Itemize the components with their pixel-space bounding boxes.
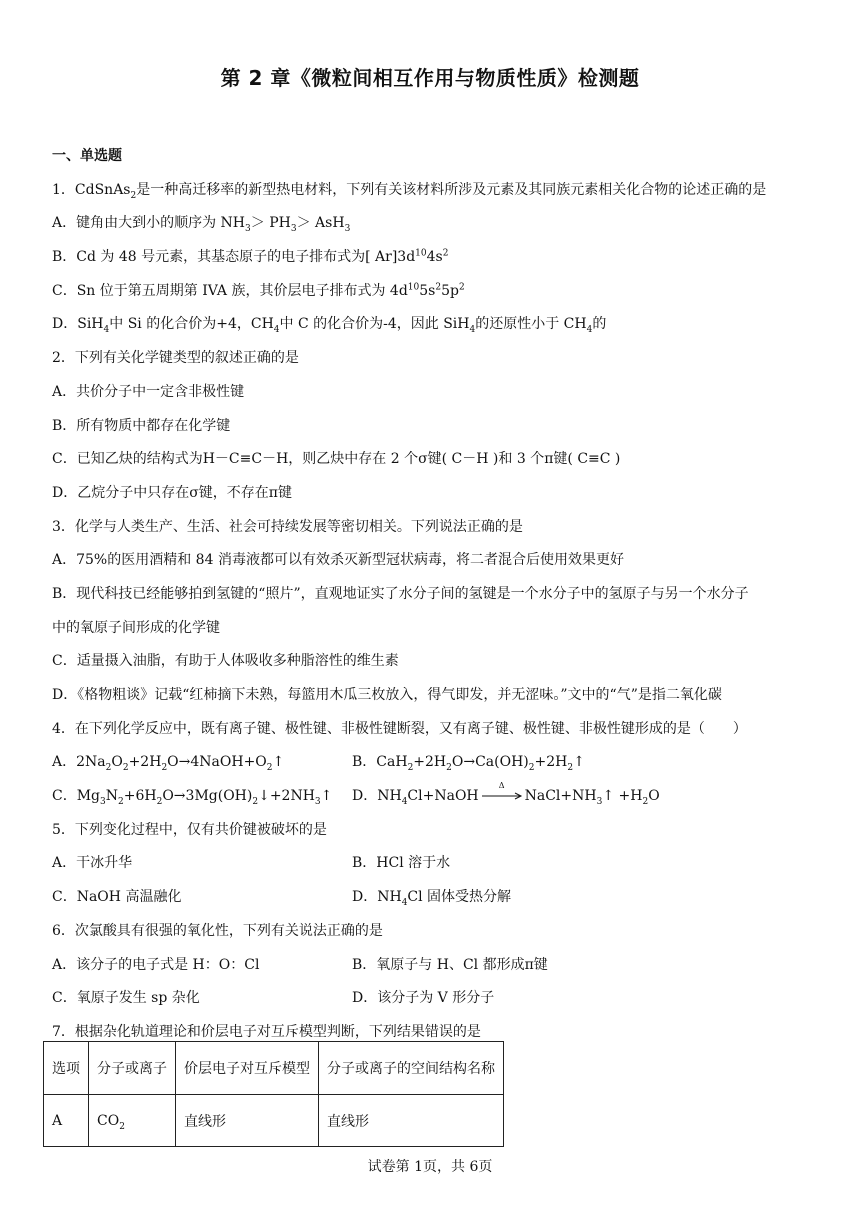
question-5-stem: 5．下列变化过程中，仅有共价键被破坏的是	[52, 821, 327, 838]
question-3-option-b: B．现代科技已经能够拍到氢键的“照片”，直观地证实了水分子间的氢键是一个水分子中的氢原子与另一个水分子	[52, 585, 749, 602]
question-3-stem: 3．化学与人类生产、生活、社会可持续发展等密切相关。下列说法正确的是	[52, 518, 523, 535]
question-5-option-c: C．NaOH 高温融化	[52, 889, 182, 906]
page-footer: 试卷第 1页，共 6页	[367, 1159, 493, 1175]
question-2-option-d: D．乙烷分子中只存在σ键，不存在π键	[52, 484, 292, 501]
question-1-stem: 1．CdSnAs$_2$是一种高迁移率的新型热电材料，下列有关该材料所涉及元素及其同族元素相关化合物的论述正确的是	[52, 181, 767, 201]
question-3-option-b-cont: 中的氧原子间形成的化学键	[52, 619, 220, 636]
table-header-row	[44, 1042, 504, 1095]
page-title: 第 2 章《微粒间相互作用与物质性质》检测题	[220, 66, 640, 90]
question-5-option-d: D．$NH_4Cl$ 固体受热分解	[352, 889, 512, 908]
table-row	[44, 1095, 504, 1147]
question-2-option-b: B．所有物质中都存在化学键	[52, 417, 231, 434]
question-6-option-c: C．氧原子发生 sp 杂化	[52, 990, 200, 1007]
question-3-option-d: D．《格物粗谈》记载“红柿摘下未熟，每篮用木瓜三枚放入，得气即发，并无涩味。”文中的“气”是指二氧化碳	[52, 687, 722, 703]
question-4-option-d: D．$NH_4Cl+NaOH$ Δ $NaCl+NH_3↑ +H_2O$	[352, 781, 660, 807]
question-2-option-a: A．共价分子中一定含非极性键	[52, 383, 245, 400]
table-header-cell: 分子或离子	[89, 1042, 176, 1095]
question-6-options-cd	[52, 982, 822, 1016]
question-6-options-ab	[52, 949, 822, 983]
heat-arrow-icon	[481, 781, 523, 803]
question-4-option-b: B．$CaH_2+2H_2O\to Ca(OH)_2+2H_2↑$	[352, 754, 585, 774]
question-4-options-ab	[52, 746, 822, 780]
table-cell-molecule: $CO_2$	[89, 1095, 176, 1147]
table-cell-vsepr: 直线形	[176, 1095, 319, 1147]
table-header-cell: 选项	[44, 1042, 89, 1095]
question-6-option-d: D．该分子为 V 形分子	[352, 990, 495, 1007]
table-header-cell: 分子或离子的空间结构名称	[319, 1042, 504, 1095]
table-header-cell: 价层电子对互斥模型	[176, 1042, 319, 1095]
question-4-option-a: A．$2Na_2O_2+2H_2O\to 4NaOH+O_2↑$	[52, 754, 285, 774]
question-6-option-a: A．该分子的电子式是 H：O：Cl	[52, 956, 260, 973]
question-4-options-cd	[52, 780, 822, 814]
question-5-option-b: B．HCl 溶于水	[352, 855, 451, 872]
question-4-option-c: C．$Mg_3N_2+6H_2O\to 3Mg(OH)_2↓+2NH_3↑$	[52, 788, 333, 807]
question-6-option-b: B．氧原子与 H、Cl 都形成π键	[352, 956, 548, 973]
question-1-option-b: B．Cd 为 48 号元素，其基态原子的电子排布式为[ $Ar]3d^{10}4s^2$	[52, 248, 449, 266]
table-cell-shape: 直线形	[319, 1095, 504, 1147]
question-1-option-d: D．SiH$_4$中 Si 的化合价为+4，$CH_4$中 C 的化合价为-4，因此 SiH$_4$的还原性小于 $CH_4$的	[52, 316, 607, 336]
section-heading: 一、单选题	[52, 148, 122, 164]
table-cell-option: A	[44, 1095, 89, 1147]
question-1-option-c: C．Sn 位于第五周期第 IVA 族，其价层电子排布式为 $4d^{10}5s^25p^2$	[52, 282, 465, 299]
question-list	[52, 140, 822, 1050]
question-5-options-cd	[52, 881, 822, 915]
question-2-option-c: C．已知乙炔的结构式为H－C≡C－H，则乙炔中存在 2 个σ键( C－H )和 3 个π键( C≡C )	[52, 451, 621, 468]
question-7-table	[43, 1041, 504, 1147]
question-5-option-a: A．干冰升华	[52, 855, 133, 872]
question-3-option-a: A．75%的医用酒精和 84 消毒液都可以有效杀灭新型冠状病毒，将二者混合后使用效果更好	[52, 552, 624, 569]
question-7-stem: 7．根据杂化轨道理论和价层电子对互斥模型判断，下列结果错误的是	[52, 1023, 481, 1040]
question-1-option-a: A．键角由大到小的顺序为 $NH_3> PH_3> AsH_3$	[52, 215, 351, 235]
question-6-stem: 6．次氯酸具有很强的氧化性，下列有关说法正确的是	[52, 922, 383, 939]
question-4-stem: 4．在下列化学反应中，既有离子键、极性键、非极性键断裂，又有离子键、极性键、非极性键形成的是（ ）	[52, 720, 747, 737]
question-2-stem: 2．下列有关化学键类型的叙述正确的是	[52, 350, 299, 367]
heat-arrow-label: Δ	[498, 781, 505, 791]
question-5-options-ab	[52, 847, 822, 881]
question-3-option-c: C．适量摄入油脂，有助于人体吸收多种脂溶性的维生素	[52, 653, 399, 670]
